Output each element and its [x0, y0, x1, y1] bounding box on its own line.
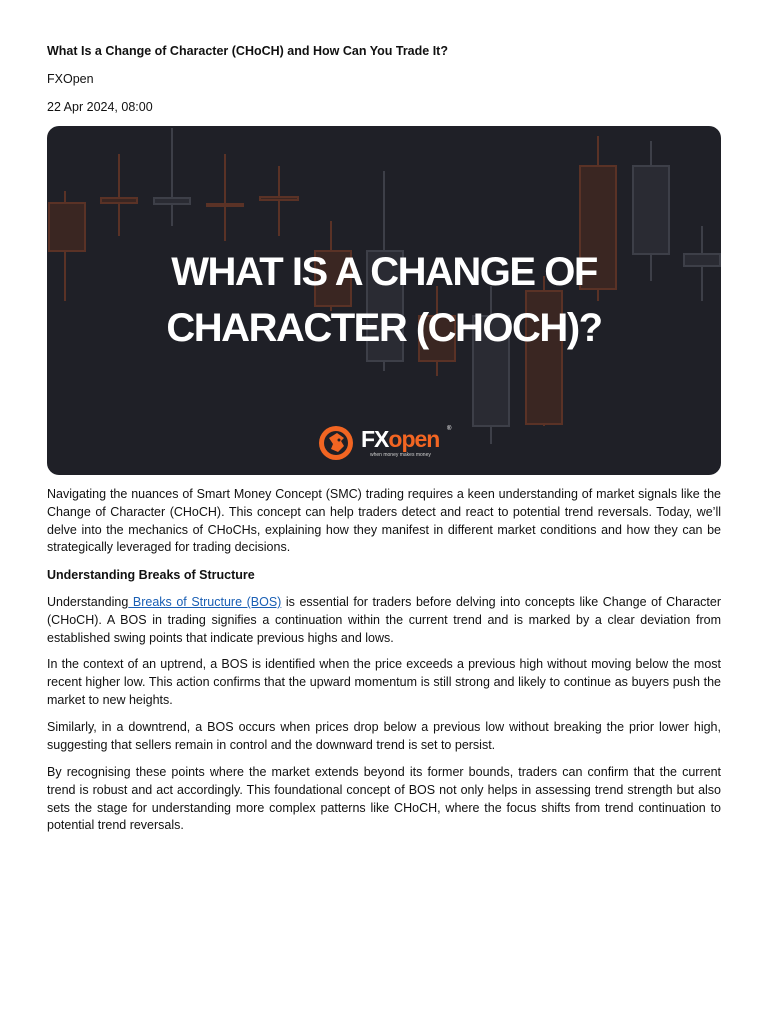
article-date: 22 Apr 2024, 08:00 — [47, 100, 153, 114]
hero-heading-line-1: WHAT IS A CHANGE OF — [171, 250, 597, 294]
paragraph-conclusion: By recognising these points where the market extends beyond its former bounds, traders can confirm that the current trend is robust and act accordingly. This foundational concept of BOS not only helps in assessing trend strength but also sets the stage for understanding more complex patterns like CHoCH, where the focus shifts from trend continuation to potential trend reversals. — [47, 765, 721, 833]
logo-registered-mark: ® — [447, 426, 452, 432]
logo-fx: FX — [361, 426, 389, 452]
article-title: What Is a Change of Character (CHoCH) and How Can You Trade It? — [47, 44, 448, 58]
logo-open: open — [388, 426, 440, 452]
hero-heading — [47, 244, 721, 356]
paragraph-bos-rest: is essential for traders before delving into concepts like Change of Character (CHoCH). A BOS in trading signifies a continuation within the current trend and is marked by a clear deviation from established swing points that indicate previous highs and lows. — [47, 595, 721, 645]
fxopen-logo — [317, 424, 457, 464]
paragraph-bos-lead: Understanding — [47, 595, 129, 609]
paragraph-bos — [47, 594, 721, 647]
paragraph-downtrend: Similarly, in a downtrend, a BOS occurs when prices drop below a previous low without breaking the prior lower high, suggesting that sellers remain in control and the downward trend is set to persist. — [47, 720, 721, 752]
hero-heading-line-2: CHARACTER (CHOCH)? — [166, 306, 602, 350]
article-author: FXOpen — [47, 72, 94, 86]
logo-tagline: when money makes money — [370, 452, 431, 458]
breaks-of-structure-link[interactable]: Breaks of Structure (BOS) — [128, 595, 282, 609]
paragraph-intro: Navigating the nuances of Smart Money Concept (SMC) trading requires a keen understanding of market signals like the Change of Character (CHoCH). This concept can help traders detect and react to potential trend reversals. Today, we’ll delve into the mechanics of CHoCHs, explaining how they manifest in different market conditions and how they can be strategically leveraged for trading decisions. — [47, 487, 721, 555]
paragraph-uptrend: In the context of an uptrend, a BOS is identified when the price exceeds a previous high without moving below the most recent higher low. This action confirms that the upward momentum is still strong and likely to continue as buyers push the market to new heights. — [47, 657, 721, 707]
fxopen-lion-icon — [317, 424, 357, 464]
hero-image — [47, 126, 721, 475]
fxopen-wordmark — [361, 426, 439, 452]
section-heading: Understanding Breaks of Structure — [47, 568, 255, 582]
